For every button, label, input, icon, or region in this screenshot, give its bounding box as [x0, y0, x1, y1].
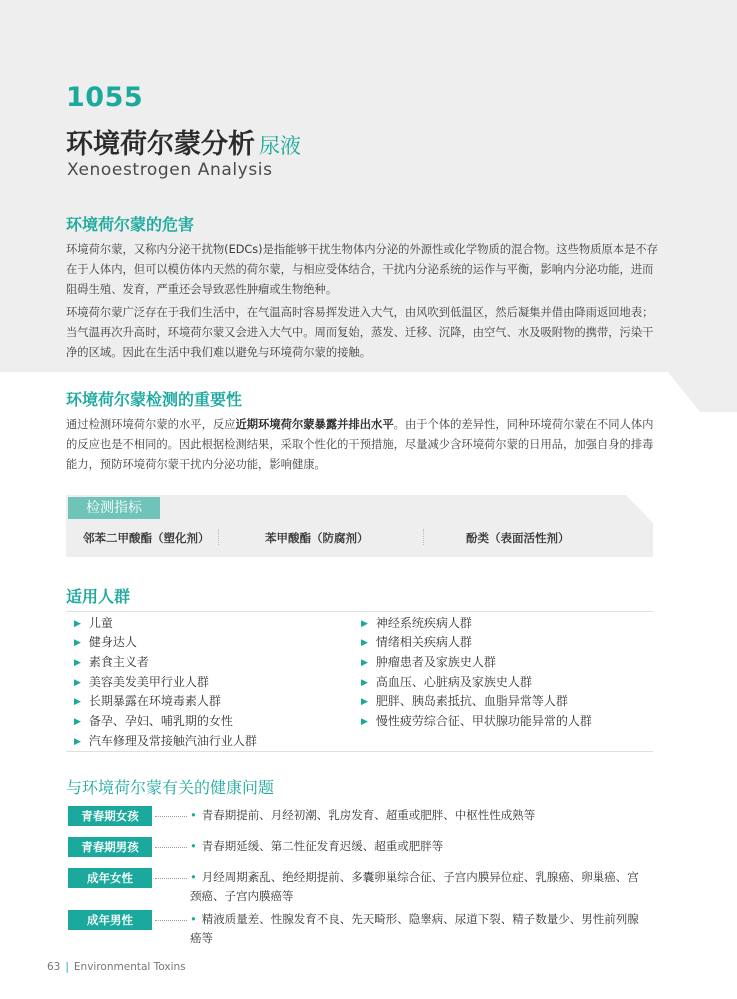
- indicator-parabens: 苯甲酸酯（防腐剂）: [265, 531, 369, 545]
- population-item: [361, 712, 592, 729]
- population-item-label: 素食主义者: [88, 655, 149, 669]
- population-item: [74, 712, 233, 729]
- title-main: 环境荷尔蒙分析: [66, 129, 255, 160]
- indicator-divider: [423, 529, 424, 545]
- triangle-bullet-icon: ▶: [74, 678, 81, 688]
- population-heading: 适用人群: [66, 587, 131, 606]
- dot-bullet-icon: •: [190, 870, 197, 884]
- importance-text-start: 通过检测环境荷尔蒙的水平，反应: [66, 418, 236, 431]
- title-sample-type: 尿液: [259, 134, 301, 158]
- health-issue-label: 青春期提前、月经初潮、乳房发育、超重或肥胖、中枢性性成熟等: [201, 808, 536, 822]
- population-item: [74, 732, 257, 749]
- dot-bullet-icon: •: [190, 839, 197, 853]
- population-item: [74, 614, 113, 631]
- footer-label: Environmental Toxins: [73, 961, 186, 973]
- indicator-divider: [218, 529, 219, 545]
- triangle-bullet-icon: ▶: [361, 619, 368, 629]
- population-item: [74, 673, 209, 690]
- population-item-label: 慢性疲劳综合征、甲状腺功能异常的人群: [375, 714, 592, 728]
- dot-bullet-icon: •: [190, 912, 197, 926]
- triangle-bullet-icon: ▶: [74, 619, 81, 629]
- triangle-bullet-icon: ▶: [74, 717, 81, 727]
- triangle-bullet-icon: ▶: [74, 697, 81, 707]
- population-item-label: 高血压、心脏病及家族史人群: [375, 675, 532, 689]
- health-heading: 与环境荷尔蒙有关的健康问题: [66, 778, 275, 797]
- indicators-panel: [66, 495, 653, 557]
- population-item: [361, 673, 532, 690]
- population-item: [361, 633, 472, 650]
- population-item-label: 美容美发美甲行业人群: [88, 675, 209, 689]
- hazard-paragraph-1: 环境荷尔蒙，又称内分泌干扰物(EDCs)是指能够干扰生物体内分泌的外源性或化学物质的混合物。这些物质原本是不存在于人体内，但可以模仿体内天然的荷尔蒙，与相应受体结合，干扰内分泌系统的运作与平衡，影响内分泌功能，进而阻碍生殖、发育，严重还会导致恶性肿瘤或生物绝种。: [66, 243, 658, 296]
- hazard-paragraph-2: 环境荷尔蒙广泛存在于我们生活中，在气温高时容易挥发进入大气，由风吹到低温区，然后凝集并借由降雨返回地表；当气温再次升高时，环境荷尔蒙又会进入大气中。周而复始，蒸发、迁移、沉降，由空气、水及吸附物的携带，污染干净的区域。因此在生活中我们难以避免与环境荷尔蒙的接触。: [66, 306, 654, 359]
- health-issue-label: 青春期延缓、第二性征发育迟缓、超重或肥胖等: [201, 839, 444, 853]
- population-bottom-rule: [66, 751, 653, 752]
- population-item: [74, 633, 137, 650]
- badge-connector: [155, 878, 187, 879]
- importance-heading: 环境荷尔蒙检测的重要性: [66, 390, 243, 409]
- population-item: [361, 653, 496, 670]
- population-item-label: 神经系统疾病人群: [375, 616, 472, 630]
- page-title: [66, 122, 301, 161]
- health-issue-text: [190, 806, 650, 825]
- population-item-label: 儿童: [88, 616, 113, 630]
- badge-connector: [155, 847, 187, 848]
- population-item-label: 长期暴露在环境毒素人群: [88, 694, 221, 708]
- population-item: [74, 692, 221, 709]
- title-english: Xenoestrogen Analysis: [67, 160, 273, 180]
- population-item-label: 备孕、孕妇、哺乳期的女性: [88, 714, 233, 728]
- triangle-bullet-icon: ▶: [74, 737, 81, 747]
- indicator-phthalates: 邻苯二甲酸酯（塑化剂）: [83, 531, 210, 545]
- population-item: [361, 692, 568, 709]
- triangle-bullet-icon: ▶: [361, 697, 368, 707]
- hazard-heading: 环境荷尔蒙的危害: [66, 215, 195, 234]
- badge-connector: [155, 816, 187, 817]
- indicators-tab: 检测指标: [68, 497, 160, 519]
- population-item: [74, 653, 149, 670]
- triangle-bullet-icon: ▶: [361, 678, 368, 688]
- page-number: 63: [47, 961, 61, 973]
- population-item-label: 肿瘤患者及家族史人群: [375, 655, 496, 669]
- indicator-phenols: 酚类（表面活性剂）: [466, 531, 570, 545]
- population-item-label: 情绪相关疾病人群: [375, 635, 472, 649]
- triangle-bullet-icon: ▶: [74, 658, 81, 668]
- triangle-bullet-icon: ▶: [74, 638, 81, 648]
- page-footer: [47, 961, 186, 973]
- badge-adolescent-girls: 青春期女孩: [68, 806, 152, 826]
- health-issue-label: 月经周期紊乱、绝经期提前、多囊卵巢综合征、子宫内膜异位症、乳腺癌、卵巢癌、宫颈癌、子宫内膜癌等: [190, 870, 639, 903]
- population-item-label: 健身达人: [88, 635, 137, 649]
- dot-bullet-icon: •: [190, 808, 197, 822]
- triangle-bullet-icon: ▶: [361, 717, 368, 727]
- triangle-bullet-icon: ▶: [361, 638, 368, 648]
- badge-adolescent-boys: 青春期男孩: [68, 837, 152, 857]
- footer-divider: |: [65, 961, 69, 973]
- population-item-label: 汽车修理及常接触汽油行业人群: [88, 734, 257, 748]
- health-issue-text: [190, 910, 650, 948]
- badge-adult-men: 成年男性: [68, 910, 152, 930]
- health-issue-text: [190, 868, 650, 906]
- population-item-label: 肥胖、胰岛素抵抗、血脂异常等人群: [375, 694, 568, 708]
- population-item: [361, 614, 472, 631]
- health-issue-text: [190, 837, 650, 856]
- badge-adult-women: 成年女性: [68, 868, 152, 888]
- triangle-bullet-icon: ▶: [361, 658, 368, 668]
- badge-connector: [155, 920, 187, 921]
- importance-text-bold: 近期环境荷尔蒙暴露并排出水平: [235, 418, 394, 431]
- importance-paragraph: [66, 415, 658, 475]
- health-issue-label: 精液质量差、性腺发育不良、先天畸形、隐睾病、尿道下裂、精子数量少、男性前列腺癌等: [190, 912, 639, 945]
- importance-text-end: 。由于个体的差异性，同种环境荷尔蒙在不同人体内的反应也是不相同的。因此根据检测结果，采取个性化的干预措施，尽量减少含环境荷尔蒙的日用品，加强自身的排毒能力，预防环境荷尔蒙干扰内分泌功能，影响健康。: [66, 418, 654, 471]
- test-code: 1055: [66, 82, 144, 113]
- population-top-rule: [66, 611, 653, 612]
